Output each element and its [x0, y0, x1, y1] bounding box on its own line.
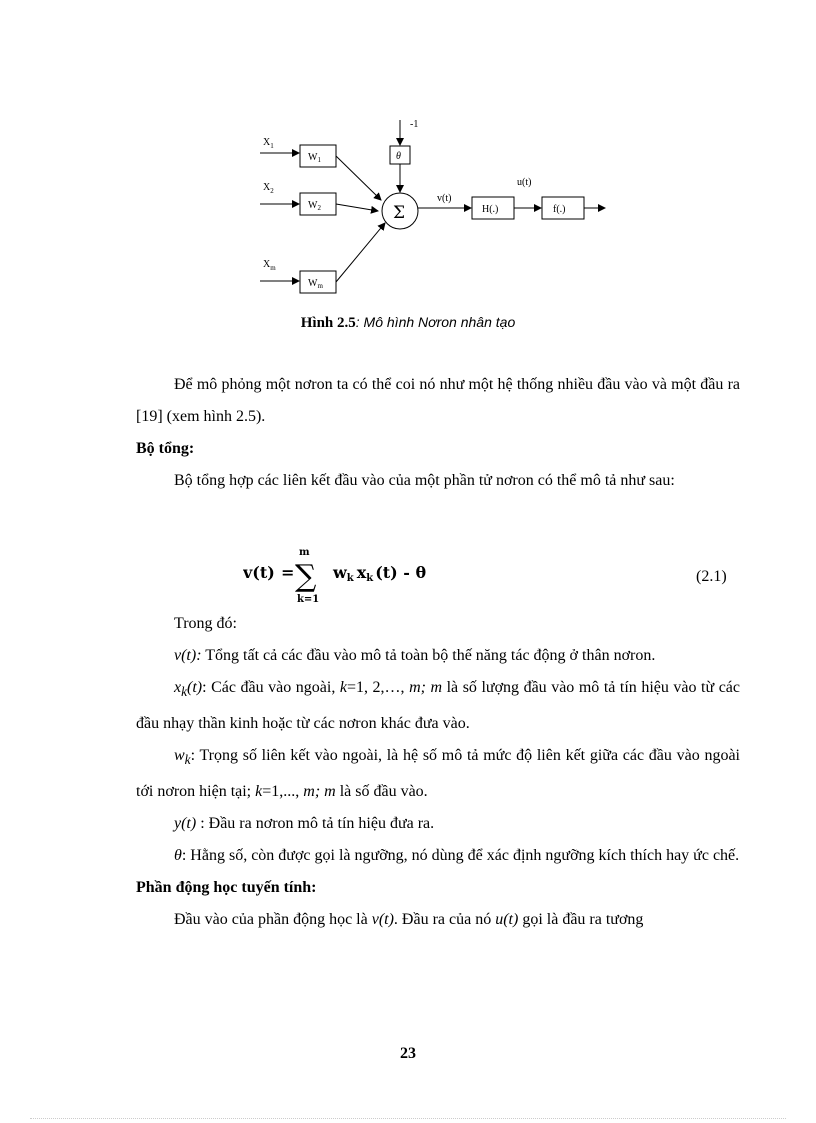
input-x2-label: $X_2$ [263, 182, 274, 195]
definition-v: v(t): Tổng tất cả các đầu vào mô tả toàn bộ thế năng tác động ở thân nơron. [174, 647, 656, 664]
text-block-top [136, 369, 740, 497]
heading-summer: Bộ tổng: [136, 440, 195, 457]
sigma-symbol: Σ [393, 203, 406, 223]
definition-theta: θ: Hằng số, còn được gọi là ngưỡng, nó dùng để xác định ngưỡng kích thích hay ức chế. [174, 847, 740, 865]
eq-equals: = [281, 563, 295, 582]
summer-paragraph: Bộ tổng hợp các liên kết đầu vào của một phần tử nơron có thể mô tả như sau: [174, 472, 675, 489]
f-block-label: f(.) [553, 204, 566, 215]
equation-svg [243, 548, 543, 608]
intro-paragraph: Để mô phỏng một nơron ta có thể coi nó như một hệ thống nhiều đầu vào và một đầu ra [19] (xem hình 2.5). [136, 376, 740, 425]
neuron-model-diagram [255, 115, 615, 305]
weight-2-label: $W_2$ [308, 200, 321, 212]
eq-sum-bottom: k=1 [297, 594, 320, 605]
weight-1-label: $W_1$ [308, 152, 321, 164]
v-label: v(t) [437, 193, 452, 204]
eq-sum-top: m [299, 548, 310, 558]
h-block-label: H(.) [482, 204, 499, 215]
equation-2-1 [243, 548, 743, 608]
trong-do-label: Trong đó: [174, 615, 237, 632]
input-xm-label: $X_m$ [263, 259, 276, 272]
u-label: u(t) [517, 177, 532, 188]
caption-text: : Mô hình Nơron nhân tạo [355, 314, 516, 330]
theta-label: θ [396, 151, 401, 162]
eq-lhs: v(t) [243, 563, 275, 582]
weight-m-label: $W_m$ [308, 278, 323, 290]
footer-divider [30, 1118, 786, 1119]
page-number: 23 [400, 1045, 416, 1062]
linear-dynamics-paragraph: Đầu vào của phần động học là v(t). Đầu ra của nó u(t) gọi là đầu ra tương [174, 911, 644, 929]
text-block-bottom [136, 608, 740, 936]
definition-wk: $w_k$: Trọng số liên kết vào ngoài, là hệ số mô tả mức độ liên kết giữa các đầu vào ngoài tới nơron hiện tại; k=1,..., m; m là số đầu vào. [136, 747, 740, 801]
neuron-diagram-svg [255, 115, 615, 305]
definition-xk: $x_k(t)$: Các đầu vào ngoài, k=1, 2,…, m; m là số lượng đầu vào mô tả tín hiệu vào từ các đầu nhạy thần kinh hoặc từ các nơron khác đưa vào. [136, 679, 740, 733]
heading-linear-dynamics: Phần động học tuyến tính: [136, 879, 317, 897]
definition-y: y(t) : Đầu ra nơron mô tả tín hiệu đưa ra. [174, 815, 435, 833]
bias-input-label: -1 [410, 119, 419, 130]
eq-term: wk xk (t) - θ [333, 563, 427, 584]
eq-sum-symbol: ∑ [295, 559, 317, 594]
input-x1-label: $X_1$ [263, 137, 274, 150]
caption-label: Hình 2.5 [300, 315, 356, 331]
figure-caption [0, 314, 816, 332]
equation-number: (2.1) [696, 568, 727, 585]
